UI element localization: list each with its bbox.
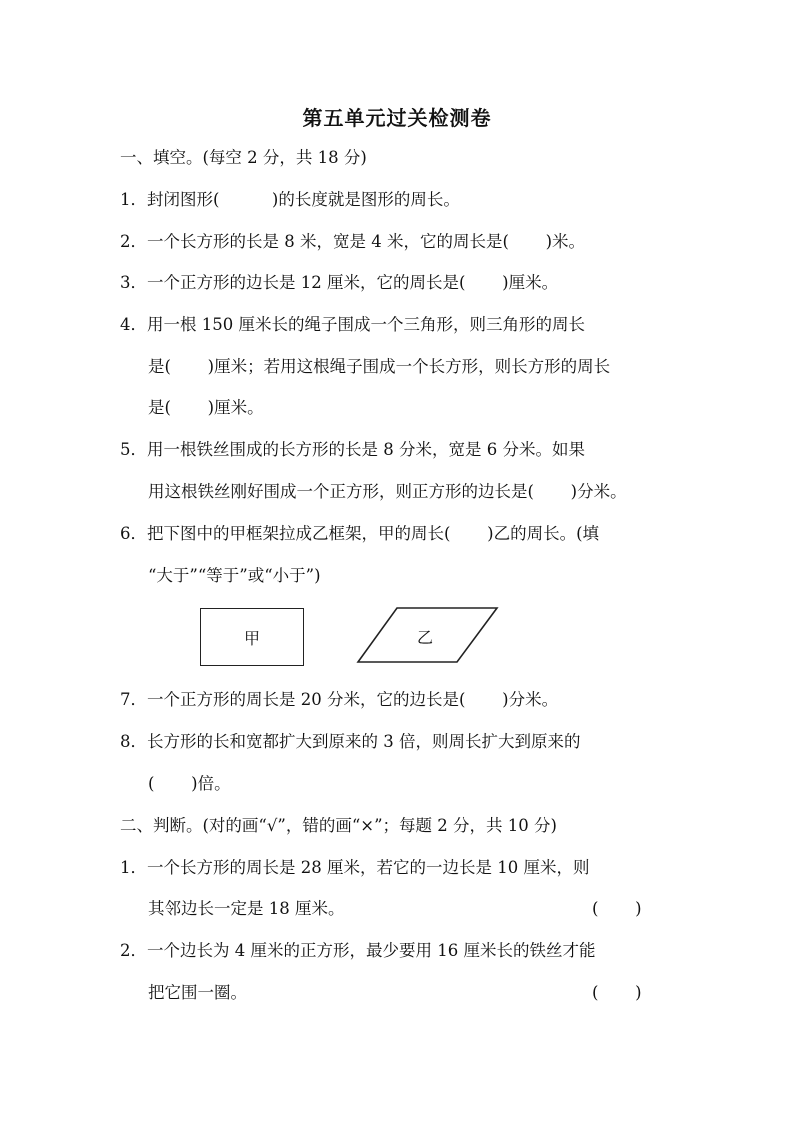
answer-paren-2-2: ( ) bbox=[592, 983, 642, 1002]
question-1-7: 7．一个正方形的周长是 20 分米，它的边长是( )分米。 bbox=[120, 690, 559, 709]
question-1-4-line2: 是( )厘米；若用这根绳子围成一个长方形，则长方形的周长 bbox=[148, 357, 611, 376]
question-1-5-line2: 用这根铁丝刚好围成一个正方形，则正方形的边长是( )分米。 bbox=[148, 482, 627, 501]
question-1-1: 1．封闭图形( )的长度就是图形的周长。 bbox=[120, 190, 460, 209]
page-title: 第五单元过关检测卷 bbox=[302, 106, 492, 130]
figure-label-jia: 甲 bbox=[244, 629, 261, 648]
question-2-2-line1: 2．一个边长为 4 厘米的正方形，最少要用 16 厘米长的铁丝才能 bbox=[120, 941, 596, 960]
rectangle-figure-jia bbox=[200, 608, 304, 666]
question-1-2: 2．一个长方形的长是 8 米，宽是 4 米，它的周长是( )米。 bbox=[120, 232, 586, 251]
question-1-4-line3: 是( )厘米。 bbox=[148, 398, 264, 417]
figure-label-yi: 乙 bbox=[417, 628, 434, 647]
section1-heading: 一、填空。(每空 2 分，共 18 分) bbox=[120, 148, 367, 167]
question-1-8-line1: 8．长方形的长和宽都扩大到原来的 3 倍，则周长扩大到原来的 bbox=[120, 732, 581, 751]
question-1-5-line1: 5．用一根铁丝围成的长方形的长是 8 分米，宽是 6 分米。如果 bbox=[120, 440, 585, 459]
question-1-8-line2: ( )倍。 bbox=[148, 774, 231, 793]
question-1-4-line1: 4．用一根 150 厘米长的绳子围成一个三角形，则三角形的周长 bbox=[120, 315, 585, 334]
answer-paren-2-1: ( ) bbox=[592, 899, 642, 918]
section2-heading: 二、判断。(对的画“√”，错的画“×”；每题 2 分，共 10 分) bbox=[120, 816, 557, 835]
question-1-3: 3．一个正方形的边长是 12 厘米，它的周长是( )厘米。 bbox=[120, 273, 559, 292]
question-2-2-line2: 把它围一圈。 bbox=[148, 983, 247, 1002]
question-1-6-line2: “大于”“等于”或“小于”) bbox=[148, 566, 321, 585]
question-2-1-line2: 其邻边长一定是 18 厘米。 bbox=[148, 899, 345, 918]
question-2-1-line1: 1．一个长方形的周长是 28 厘米，若它的一边长是 10 厘米，则 bbox=[120, 858, 590, 877]
question-1-6-line1: 6．把下图中的甲框架拉成乙框架，甲的周长( )乙的周长。(填 bbox=[120, 524, 600, 543]
